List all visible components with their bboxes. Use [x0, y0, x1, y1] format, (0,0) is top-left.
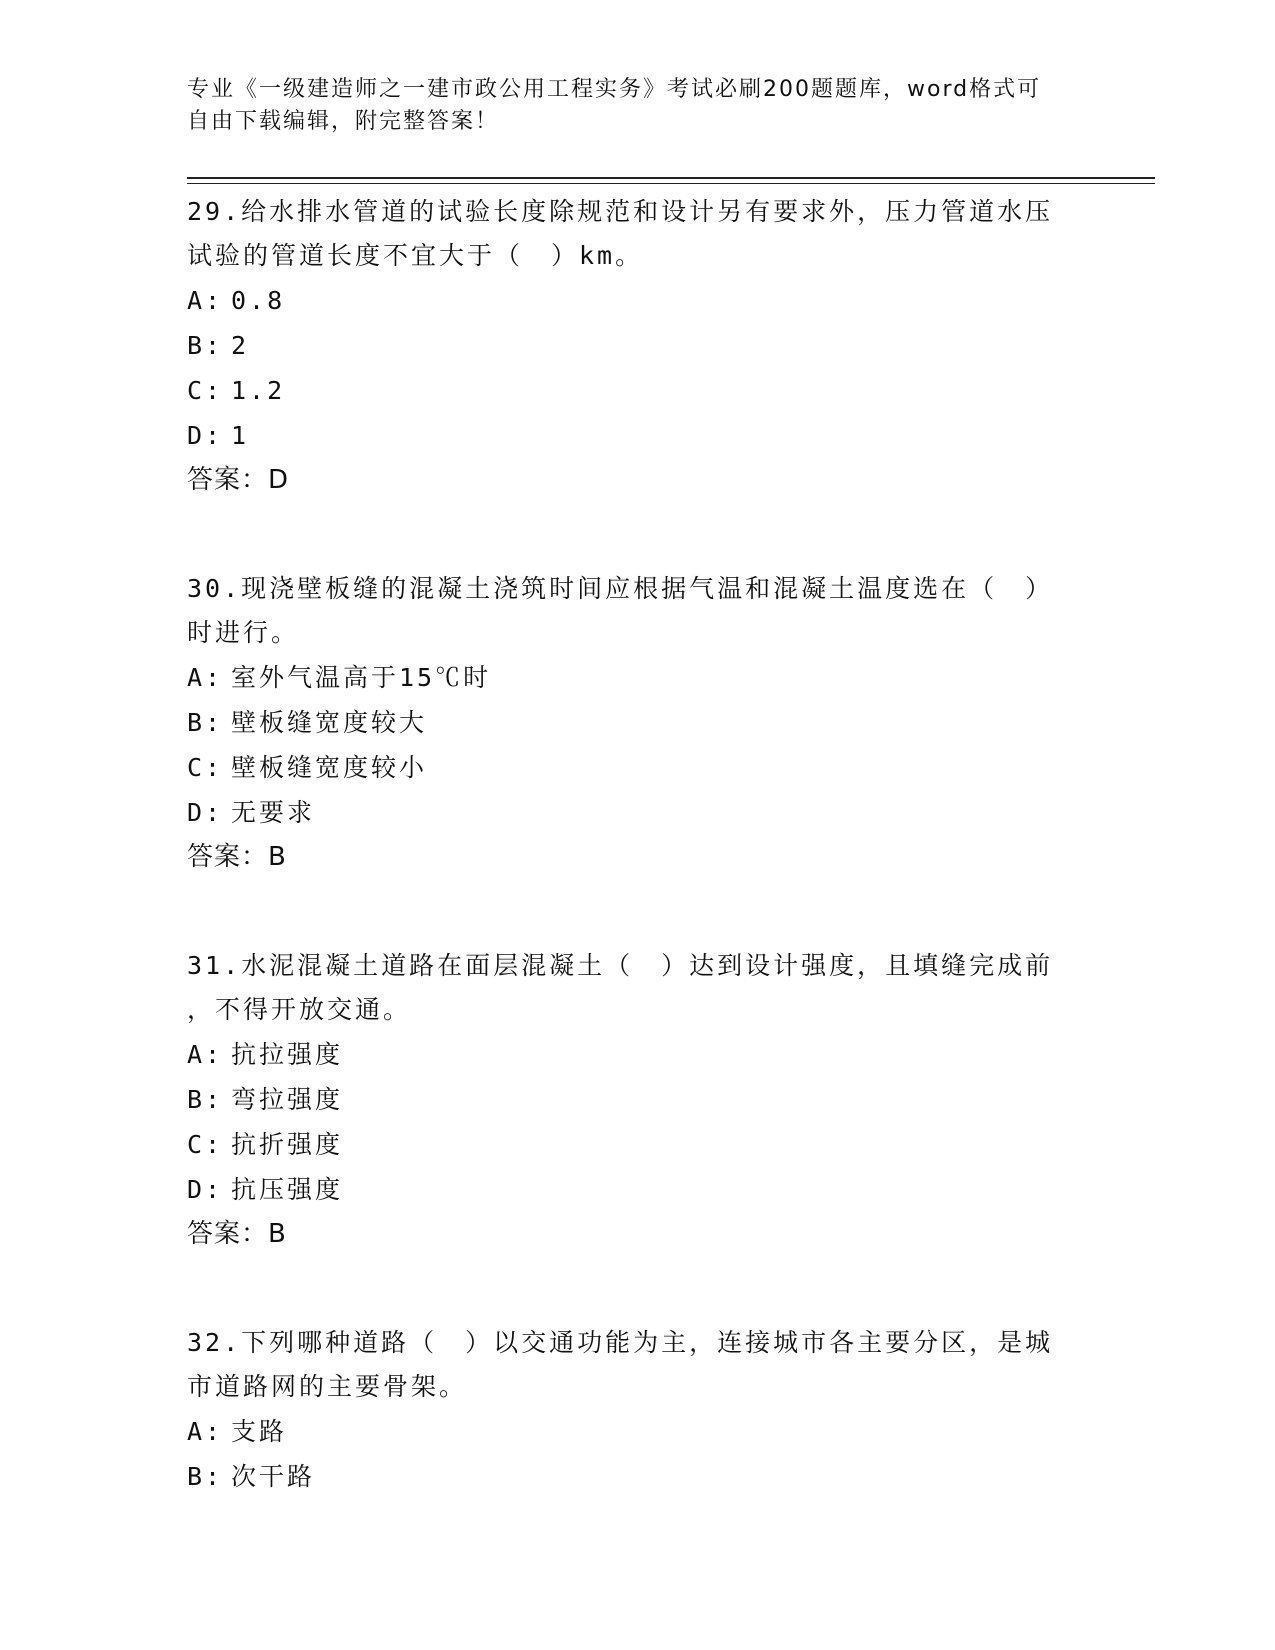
document-header	[187, 74, 1067, 138]
header-divider-thin	[187, 183, 1155, 184]
question-spacer	[187, 880, 1087, 942]
option-c	[187, 1122, 1087, 1167]
question-stem	[187, 942, 1087, 1032]
answer: 答案：B	[187, 1219, 287, 1249]
question-list	[187, 188, 1087, 1499]
option-text: 1.2	[231, 376, 286, 405]
option-a	[187, 655, 1087, 700]
question-spacer	[187, 503, 1087, 565]
question-stem	[187, 1319, 1087, 1409]
option-b	[187, 323, 1087, 368]
header-divider-thick	[187, 177, 1155, 179]
option-a	[187, 278, 1087, 323]
question-stem-line-2: 试验的管道长度不宜大于（ ）km。	[187, 241, 644, 270]
option-key: C:	[187, 1130, 224, 1159]
option-text: 无要求	[231, 798, 316, 827]
option-key: B:	[187, 331, 224, 360]
option-text: 0.8	[231, 286, 286, 315]
option-text: 支路	[231, 1417, 288, 1446]
question-stem-line-2: 市道路网的主要骨架。	[187, 1372, 468, 1401]
option-key: D:	[187, 798, 224, 827]
question-stem	[187, 565, 1087, 655]
option-d	[187, 1167, 1087, 1212]
option-key: C:	[187, 753, 224, 782]
header-line-1: 专业《一级建造师之一建市政公用工程实务》考试必刷200题题库，word格式可	[187, 77, 1042, 102]
option-key: A:	[187, 1417, 224, 1446]
option-key: A:	[187, 1040, 224, 1069]
question-stem-line-1: 31.水泥混凝土道路在面层混凝土（ ）达到设计强度，且填缝完成前	[187, 951, 1054, 980]
question-spacer	[187, 1257, 1087, 1319]
question-stem	[187, 188, 1087, 278]
option-d	[187, 413, 1087, 458]
question-31	[187, 942, 1087, 1257]
option-text: 壁板缝宽度较大	[231, 708, 428, 737]
option-b	[187, 1077, 1087, 1122]
option-key: A:	[187, 663, 224, 692]
option-text: 抗拉强度	[231, 1040, 344, 1069]
option-c	[187, 745, 1087, 790]
option-text: 次干路	[231, 1462, 316, 1491]
question-30	[187, 565, 1087, 880]
option-key: D:	[187, 421, 224, 450]
option-b	[187, 700, 1087, 745]
question-29	[187, 188, 1087, 503]
option-text: 1	[231, 421, 250, 450]
answer: 答案：B	[187, 842, 287, 872]
option-d	[187, 790, 1087, 835]
option-text: 抗折强度	[231, 1130, 344, 1159]
option-key: C:	[187, 376, 224, 405]
option-key: B:	[187, 708, 224, 737]
option-c	[187, 368, 1087, 413]
option-key: B:	[187, 1462, 224, 1491]
question-stem-line-2: ，不得开放交通。	[187, 995, 412, 1024]
option-text: 抗压强度	[231, 1175, 344, 1204]
option-key: A:	[187, 286, 224, 315]
question-stem-line-1: 29.给水排水管道的试验长度除规范和设计另有要求外，压力管道水压	[187, 197, 1054, 226]
option-a	[187, 1409, 1087, 1454]
option-key: B:	[187, 1085, 224, 1114]
header-line-2: 自由下载编辑，附完整答案！	[187, 109, 500, 134]
option-text: 2	[231, 331, 250, 360]
option-b	[187, 1454, 1087, 1499]
option-text: 壁板缝宽度较小	[231, 753, 428, 782]
question-stem-line-1: 32.下列哪种道路（ ）以交通功能为主，连接城市各主要分区，是城	[187, 1328, 1054, 1357]
answer: 答案：D	[187, 465, 290, 495]
question-stem-line-1: 30.现浇壁板缝的混凝土浇筑时间应根据气温和混凝土温度选在（ ）	[187, 574, 1054, 603]
question-stem-line-2: 时进行。	[187, 618, 300, 647]
option-text: 弯拉强度	[231, 1085, 344, 1114]
option-a	[187, 1032, 1087, 1077]
option-key: D:	[187, 1175, 224, 1204]
option-text: 室外气温高于15℃时	[231, 663, 492, 692]
question-32	[187, 1319, 1087, 1499]
